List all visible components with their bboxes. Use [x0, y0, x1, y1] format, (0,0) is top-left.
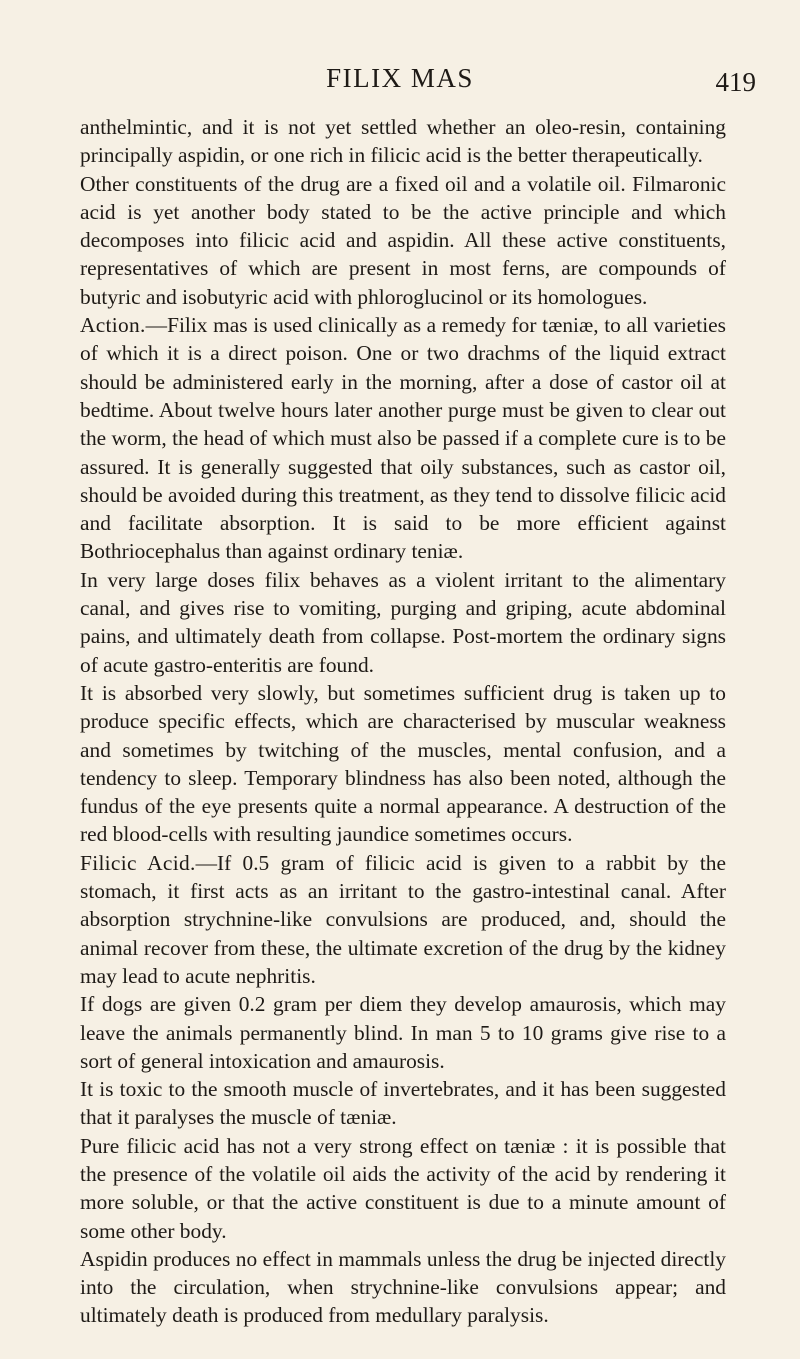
paragraph-dogs	[80, 990, 726, 1075]
paragraph-text: anthelmintic, and it is not yet settled whether an oleo-resin, containing principally aspidin, or one rich in filicic acid is the better therapeutically.	[80, 115, 726, 168]
paragraph-aspidin	[80, 1245, 726, 1330]
paragraph-other-constituents	[80, 170, 726, 311]
paragraph-text: In very large doses filix behaves as a violent irritant to the alimentary canal, and gives rise to vomiting, purging and griping, acute abdominal pains, and ultimately death from collapse. Post-mortem the ordinary signs of acute gastro-enteritis are found.	[80, 567, 726, 677]
paragraph-filicic-acid	[80, 849, 726, 990]
paragraph-text: Pure filicic acid has not a very strong effect on tæniæ : it is possible that the presence of the volatile oil aids the activity of the acid by rendering it more soluble, or that the active constituent is due to a minute amount of some other body.	[80, 1133, 726, 1243]
paragraph-text: —If 0.5 gram of filicic acid is given to a rabbit by the stomach, it first acts as an irritant to the gastro-intestinal canal. After absorption strychnine-like convulsions are produced, and, should the animal recover from these, the ultimate excretion of the drug by the kidney may lead to acute nephritis.	[80, 850, 726, 988]
paragraph-action	[80, 311, 726, 566]
paragraph-smooth-muscle	[80, 1075, 726, 1132]
paragraph-text: If dogs are given 0.2 gram per diem they develop amaurosis, which may leave the animals permanently blind. In man 5 to 10 grams give rise to a sort of general intoxication and amaurosis.	[80, 992, 726, 1073]
paragraph-text: It is absorbed very slowly, but sometimes sufficient drug is taken up to produce specific effects, which are characterised by muscular weakness and sometimes by twitching of the muscles, mental confusion, and a tendency to sleep. Temporary blindness has also been noted, although the fundus of the eye presents quite a normal appearance. A destruction of the red blood-cells with resulting jaundice sometimes occurs.	[80, 680, 726, 847]
paragraph-text: It is toxic to the smooth muscle of invertebrates, and it has been suggested that it paralyses the muscle of tæniæ.	[80, 1077, 726, 1130]
paragraph-anthelmintic	[80, 113, 726, 170]
paragraph-text: —Filix mas is used clinically as a remedy for tæniæ, to all varieties of which it is a direct poison. One or two drachms of the liquid extract should be administered early in the morning, after a dose of castor oil at bedtime. About twelve hours later another purge must be given to clear out the worm, the head of which must also be passed if a complete cure is to be assured. It is generally suggested that oily substances, such as castor oil, should be avoided during this treatment, as they tend to dissolve filicic acid and facilitate absorption. It is said to be more efficient against Bothriocephalus than against ordinary teniæ.	[80, 313, 726, 564]
paragraph-pure-filicic-acid	[80, 1132, 726, 1245]
running-title: FILIX MAS	[326, 63, 474, 93]
paragraph-text: Aspidin produces no effect in mammals unless the drug be injected directly into the circulation, when strychnine-like convulsions appear; and ultimately death is produced from medullary paralysis.	[80, 1246, 726, 1328]
run-in-heading-action: Action.	[80, 313, 146, 338]
run-in-heading-filicic-acid: Filicic Acid.	[80, 850, 196, 875]
body-text	[80, 113, 726, 1330]
page-number: 419	[715, 67, 756, 97]
paragraph-large-doses	[80, 566, 726, 679]
running-head	[0, 58, 800, 98]
paragraph-text: Other constituents of the drug are a fixed oil and a volatile oil. Filmaronic acid is yet another body stated to be the active principle and which decomposes into filicic acid and aspidin. All these active constituents, representatives of which are present in most ferns, are compounds of butyric and isobutyric acid with phloroglucinol or its homologues.	[80, 171, 726, 309]
paragraph-absorption	[80, 679, 726, 849]
